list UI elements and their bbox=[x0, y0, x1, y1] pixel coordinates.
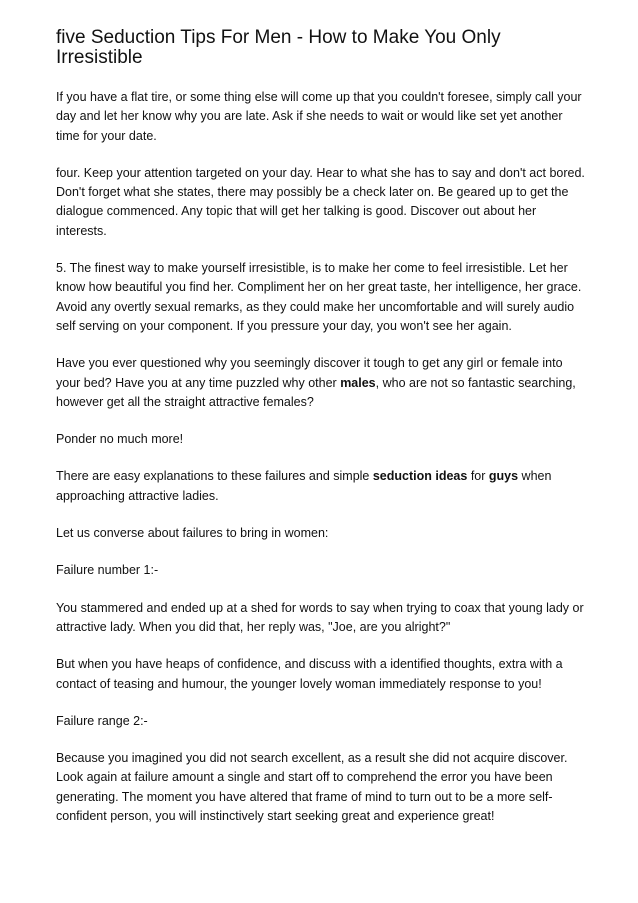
text-segment: Have you ever questioned why you seemingly discover it tough to get any girl or female into your bed? Have you at any time puzzled why other bbox=[56, 356, 563, 390]
paragraph-failure-1: You stammered and ended up at a shed for words to say when trying to coax that young lady or attractive lady. When you did that, her reply was, "Joe, are you alright?" bbox=[56, 600, 584, 634]
paragraph-failure-2: Because you imagined you did not search excellent, as a result she did not acquire discover. Look again at failure amount a single and start off to comprehend the error you have been generating. The moment you have altered that frame of mind to turn out to be a more self-confident person, you will instinctively start seeking great and experience great! bbox=[56, 751, 568, 824]
heading-failure-1: Failure number 1:- bbox=[56, 563, 159, 578]
bold-keyword-guys: guys bbox=[488, 469, 519, 484]
paragraph-explanations bbox=[56, 467, 588, 506]
heading-failure-2: Failure range 2:- bbox=[56, 713, 148, 728]
paragraph-tip-five: 5. The finest way to make yourself irresistible, is to make her come to feel irresistible. Let her know how beautiful you find her. Compliment her on her great taste, her intelligence, her grace. Avoid any overtly sexual remarks, as they could make her uncomfortable and will surely audio self serving on your component. If you pressure your day, you won't see her again. bbox=[56, 261, 582, 333]
text-segment: , who are not so fantastic searching, however get all the straight attractive females? bbox=[56, 375, 576, 409]
text-segment: when approaching attractive ladies. bbox=[56, 469, 552, 503]
paragraph-confidence: But when you have heaps of confidence, and discuss with a identified thoughts, extra with a contact of teasing and humour, the younger lovely woman immediately response to you! bbox=[56, 657, 563, 691]
paragraph-flat-tire: If you have a flat tire, or some thing else will come up that you couldn't foresee, simply call your day and let her know why you are late. Ask if she needs to wait or would like set yet another time for your date. bbox=[56, 90, 582, 143]
paragraph-ponder: Ponder no much more! bbox=[56, 432, 184, 447]
paragraph-questions bbox=[56, 354, 588, 412]
document-title: five Seduction Tips For Men - How to Make You Only Irresistible bbox=[56, 27, 501, 68]
bold-keyword-males: males bbox=[340, 375, 376, 390]
paragraph-converse: Let us converse about failures to bring in women: bbox=[56, 526, 329, 541]
paragraph-tip-four: four. Keep your attention targeted on your day. Hear to what she has to say and don't act bored. Don't forget what she states, there may possibly be a check later on. Be geared up to get the dialogue commenced. Any topic that will get her talking is good. Discover out about her interests. bbox=[56, 165, 585, 238]
bold-keyword-seduction-ideas: seduction ideas bbox=[372, 469, 468, 484]
text-segment: for bbox=[467, 469, 489, 484]
text-segment: There are easy explanations to these failures and simple bbox=[56, 469, 373, 484]
document-page bbox=[56, 28, 588, 844]
